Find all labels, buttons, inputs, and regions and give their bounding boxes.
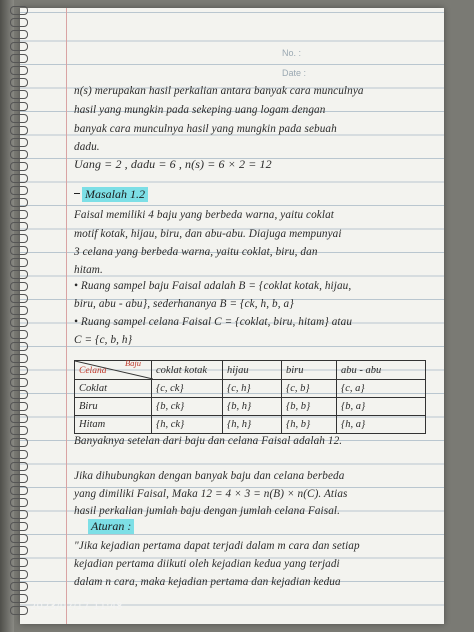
text-line: 3 celana yang berbeda warna, yaitu coklat, biru, dan — [74, 246, 318, 258]
spiral-ring — [10, 510, 28, 519]
spiral-ring — [10, 342, 28, 351]
spiral-ring — [10, 354, 28, 363]
bullet-line: • Ruang sampel baju Faisal adalah B = {coklat kotak, hijau, — [74, 280, 352, 292]
text-line: Jika dihubungkan dengan banyak baju dan celana berbeda — [74, 470, 345, 482]
spiral-ring — [10, 138, 28, 147]
corner-cell — [75, 358, 152, 380]
spiral-ring — [10, 6, 28, 15]
heading-dash — [74, 193, 80, 194]
margin-line — [66, 8, 67, 624]
table-note: Banyaknya setelan dari baju dan celana Faisal adalah 12. — [74, 435, 343, 447]
row-label: Hitam — [75, 416, 152, 434]
table-cell: {c, b} — [282, 380, 337, 398]
spiral-ring — [10, 222, 28, 231]
spiral-ring — [10, 330, 28, 339]
bullet-line: • Ruang sampel celana Faisal C = {coklat, biru, hitam} atau — [74, 316, 353, 328]
text-line: dadu. — [74, 141, 100, 153]
spiral-ring — [10, 294, 28, 303]
spiral-ring — [10, 78, 28, 87]
table-row — [75, 380, 426, 398]
text-line: hasil yang mungkin pada sekeping uang logam dengan — [74, 104, 326, 116]
spiral-ring — [10, 498, 28, 507]
date-label: Date : — [282, 68, 307, 78]
spiral-ring — [10, 174, 28, 183]
spiral-ring — [10, 234, 28, 243]
text-line: kejadian pertama diikuti oleh kejadian kedua yang terjadi — [74, 558, 340, 570]
section-heading: Masalah 1.2 — [82, 187, 148, 202]
spiral-ring — [10, 546, 28, 555]
table-cell: {h, a} — [337, 416, 426, 434]
table-cell: {c, ck} — [152, 380, 223, 398]
bullet-line: biru, abu - abu}, sederhananya B = {ck, h, b, a} — [74, 298, 294, 310]
spiral-ring — [10, 126, 28, 135]
spiral-ring — [10, 42, 28, 51]
spiral-ring — [10, 606, 28, 615]
column-header: abu - abu — [337, 361, 426, 380]
no-label: No. : — [282, 48, 302, 58]
spiral-ring — [10, 282, 28, 291]
table-cell: {b, a} — [337, 398, 426, 416]
row-label: Biru — [75, 398, 152, 416]
spiral-ring — [10, 318, 28, 327]
spiral-ring — [10, 150, 28, 159]
spiral-ring — [10, 378, 28, 387]
row-label: Coklat — [75, 380, 152, 398]
table-header-row — [75, 361, 426, 380]
spiral-ring — [10, 402, 28, 411]
table-row — [75, 398, 426, 416]
spiral-ring — [10, 462, 28, 471]
table-cell: {h, ck} — [152, 416, 223, 434]
spiral-rings — [10, 6, 26, 626]
spiral-ring — [10, 558, 28, 567]
column-header: biru — [282, 361, 337, 380]
spiral-ring — [10, 426, 28, 435]
text-line: banyak cara munculnya hasil yang mungkin pada sebuah — [74, 123, 337, 135]
text-line: Faisal memiliki 4 baju yang berbeda warna, yaitu coklat — [74, 209, 334, 221]
spiral-ring — [10, 18, 28, 27]
text-line: hasil perkalian jumlah baju dengan jumlah celana Faisal. — [74, 505, 340, 517]
spiral-ring — [10, 474, 28, 483]
spiral-ring — [10, 270, 28, 279]
spiral-ring — [10, 246, 28, 255]
table-cell: {c, h} — [223, 380, 282, 398]
spiral-ring — [10, 390, 28, 399]
corner-top-label: Baju — [124, 358, 141, 368]
text-line: hitam. — [74, 264, 103, 276]
bullet-line: C = {c, b, h} — [74, 334, 133, 346]
spiral-ring — [10, 30, 28, 39]
table-cell: {b, ck} — [152, 398, 223, 416]
spiral-ring — [10, 306, 28, 315]
table-cell: {b, h} — [223, 398, 282, 416]
spiral-ring — [10, 90, 28, 99]
rule-heading: Aturan : — [88, 519, 134, 534]
spiral-ring — [10, 594, 28, 603]
spiral-ring — [10, 582, 28, 591]
spiral-ring — [10, 450, 28, 459]
text-line: n(s) merupakan hasil perkalian antara banyak cara munculnya — [74, 85, 364, 97]
table-cell: {h, h} — [223, 416, 282, 434]
equation-line: Uang = 2 , dadu = 6 , n(s) = 6 × 2 = 12 — [74, 157, 272, 171]
spiral-ring — [10, 162, 28, 171]
text-line: dalam n cara, maka kejadian pertama dan kejadian kedua — [74, 576, 341, 588]
table-cell: {b, b} — [282, 398, 337, 416]
sample-space-table — [74, 360, 426, 434]
spiral-ring — [10, 366, 28, 375]
text-line: motif kotak, hijau, biru, dan abu-abu. Diajuga mempunyai — [74, 228, 342, 240]
spiral-ring — [10, 258, 28, 267]
spiral-ring — [10, 186, 28, 195]
text-line: yang dimiliki Faisal, Maka 12 = 4 × 3 = n(B) × n(C). Atias — [74, 488, 348, 500]
spiral-ring — [10, 198, 28, 207]
spiral-ring — [10, 534, 28, 543]
spiral-ring — [10, 102, 28, 111]
photo-timestamp: 2023/02/17 11:48 — [30, 601, 123, 612]
spiral-ring — [10, 414, 28, 423]
spiral-ring — [10, 114, 28, 123]
spiral-ring — [10, 210, 28, 219]
column-header: coklat kotak — [152, 361, 223, 380]
spiral-ring — [10, 66, 28, 75]
table-cell: {h, b} — [282, 416, 337, 434]
corner-bottom-label: Celana — [79, 366, 107, 376]
spiral-ring — [10, 486, 28, 495]
spiral-ring — [10, 54, 28, 63]
spiral-ring — [10, 438, 28, 447]
text-line: "Jika kejadian pertama dapat terjadi dalam m cara dan setiap — [74, 540, 360, 552]
column-header: hijau — [223, 361, 282, 380]
spiral-ring — [10, 522, 28, 531]
table-row — [75, 416, 426, 434]
table-cell: {c, a} — [337, 380, 426, 398]
spiral-ring — [10, 570, 28, 579]
